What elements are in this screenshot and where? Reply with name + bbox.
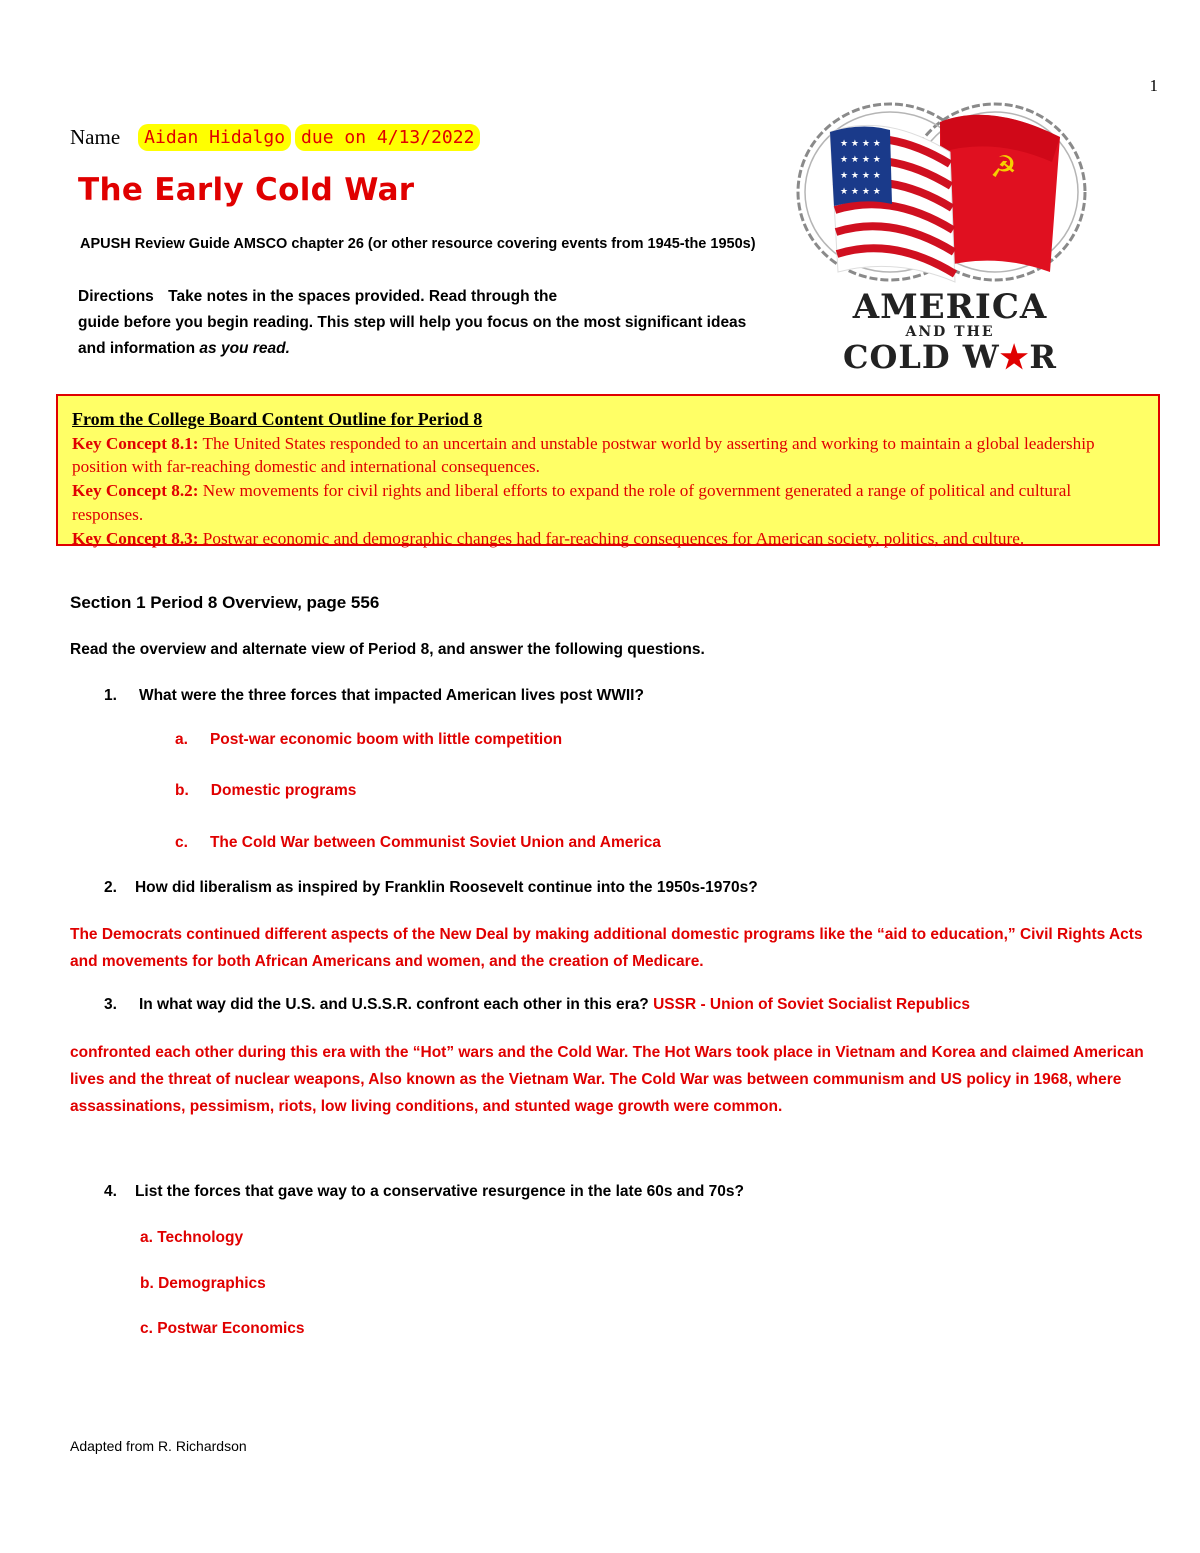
answer-4b: b. Demographics — [140, 1275, 266, 1292]
directions-label: Directions — [78, 288, 154, 305]
answer-4c: c. Postwar Economics — [140, 1320, 305, 1337]
red-star-icon: ★ — [999, 338, 1030, 376]
svg-text:☭: ☭ — [990, 150, 1017, 185]
soviet-flag-icon — [940, 115, 1060, 272]
us-flag-icon — [830, 125, 955, 282]
answer-4a: a. Technology — [140, 1229, 244, 1246]
answer-1b: b. Domestic programs — [175, 782, 357, 799]
page-title: The Early Cold War — [78, 172, 415, 208]
svg-text:★ ★ ★ ★: ★ ★ ★ ★ — [840, 155, 881, 165]
footer-credit: Adapted from R. Richardson — [70, 1438, 247, 1454]
logo-america: AMERICA — [852, 287, 1048, 327]
answer-2: The Democrats continued different aspects of the New Deal by making additional domestic programs like the “aid to education,” Civil Rights Acts and movements for both African Americans and women, and the creation of Medicare. — [70, 926, 1143, 970]
question-4: 4. List the forces that gave way to a conservative resurgence in the late 60s and 70s? — [104, 1183, 744, 1200]
answer-1a: a. Post-war economic boom with little competition — [175, 731, 563, 748]
subtitle: APUSH Review Guide AMSCO chapter 26 (or other resource covering events from 1945-the 1950s) — [80, 236, 756, 252]
page-number: 1 — [1149, 76, 1158, 95]
directions — [78, 284, 798, 362]
directions-line-3b: as you read. — [199, 340, 290, 357]
key-concept-8-3: Key Concept 8.3: Postwar economic and demographic changes had far-reaching consequences for American society, politics, and culture. — [72, 528, 1025, 548]
logo-cold-war: COLD W★R — [843, 338, 1057, 376]
logo-text — [840, 287, 1060, 376]
directions-line-2: guide before you begin reading. This step will help you focus on the most significant ideas — [78, 314, 747, 331]
key-concept-8-2: Key Concept 8.2: New movements for civil rights and liberal efforts to expand the role of government generated a range of political and cultural responses. — [72, 481, 1072, 524]
concept-heading: From the College Board Content Outline for Period 8 — [72, 409, 483, 429]
section-title: Section 1 Period 8 Overview, page 556 — [70, 593, 380, 612]
question-2: 2. How did liberalism as inspired by Franklin Roosevelt continue into the 1950s-1970s? — [104, 879, 758, 896]
directions-line-3a: and information — [78, 340, 200, 357]
student-name: Aidan Hidalgo — [138, 124, 291, 151]
answer-3: confronted each other during this era with the “Hot” wars and the Cold War. The Hot Wars took place in Vietnam and Korea and claimed American lives and the threat of nuclear weapons, Also known as the Vietnam War. The Cold War was between communism and US policy in 1968, where assassinations, pessimism, riots, low living conditions, and stunted wage growth were common. — [70, 1044, 1144, 1115]
directions-line-1: Take notes in the spaces provided. Read through the — [168, 288, 558, 305]
due-date: due on 4/13/2022 — [295, 124, 480, 151]
name-label: Name — [70, 125, 121, 149]
name-row — [70, 124, 484, 151]
svg-text:★ ★ ★ ★: ★ ★ ★ ★ — [840, 187, 881, 197]
concept-outline-box — [56, 394, 1160, 546]
svg-text:★ ★ ★ ★: ★ ★ ★ ★ — [840, 171, 881, 181]
question-1: 1. What were the three forces that impacted American lives post WWII? — [104, 687, 644, 704]
answer-3-inline: USSR - Union of Soviet Socialist Republics — [653, 996, 971, 1013]
answer-1c: c. The Cold War between Communist Soviet Union and America — [175, 834, 661, 851]
key-concept-8-1: Key Concept 8.1: The United States responded to an uncertain and unstable postwar world by asserting and working to maintain a global leadership position with far-reaching domestic and international consequences. — [72, 433, 1095, 477]
section-instruction: Read the overview and alternate view of Period 8, and answer the following questions. — [70, 641, 705, 658]
question-3: 3. In what way did the U.S. and U.S.S.R. confront each other in this era? USSR - Union of Soviet Socialist Republics — [104, 996, 971, 1013]
logo-and-the: AND THE — [905, 324, 995, 340]
svg-text:★ ★ ★ ★: ★ ★ ★ ★ — [840, 139, 881, 149]
